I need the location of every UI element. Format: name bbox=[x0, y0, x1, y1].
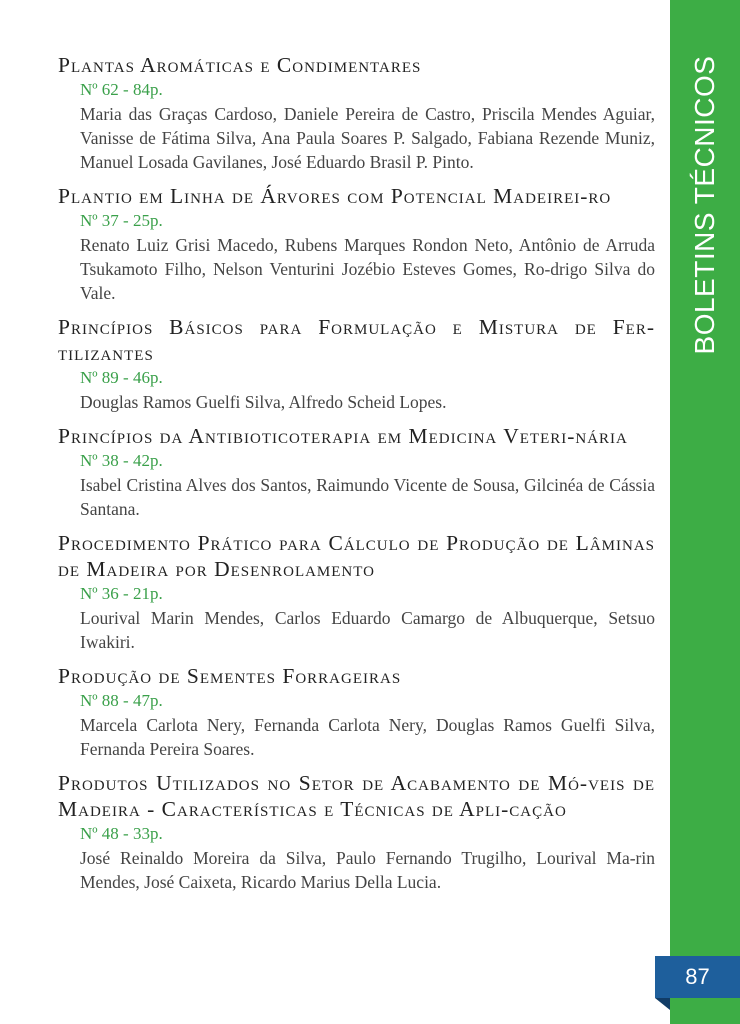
entry-authors: Isabel Cristina Alves dos Santos, Raimundo Vicente de Sousa, Gilcinéa de Cássia Santana. bbox=[80, 475, 655, 519]
entry-authors: Renato Luiz Grisi Macedo, Rubens Marques Rondon Neto, Antônio de Arruda Tsukamoto Filho, Nelson Venturini Jozébio Esteves Gomes, Ro-drigo Silva do Vale. bbox=[80, 235, 655, 303]
entry-number-pages: Nº 37 - 25p. bbox=[80, 211, 163, 230]
entry-number-pages: Nº 48 - 33p. bbox=[80, 824, 163, 843]
entry-authors: Maria das Graças Cardoso, Daniele Pereira de Castro, Priscila Mendes Aguiar, Vanisse de Fátima Silva, Ana Paula Soares P. Salgado, Fabiana Rezende Muniz, Manuel Losada Gavilanes, José Eduardo Brasil P. Pinto. bbox=[80, 104, 655, 172]
catalog-entry bbox=[58, 770, 655, 894]
entry-authors: Marcela Carlota Nery, Fernanda Carlota Nery, Douglas Ramos Guelfi Silva, Fernanda Pereira Soares. bbox=[80, 715, 655, 759]
catalog-entry bbox=[58, 52, 655, 174]
entry-title: Procedimento Prático para Cálculo de Produção de Lâminas de Madeira por Desenrolamento bbox=[58, 531, 655, 581]
entry-number-pages: Nº 38 - 42p. bbox=[80, 451, 163, 470]
entry-title: Produtos Utilizados no Setor de Acabamento de Mó-veis de Madeira - Características e Técnicas de Apli-cação bbox=[58, 771, 655, 821]
page-number: 87 bbox=[655, 956, 740, 998]
catalog-entry bbox=[58, 423, 655, 521]
catalog-entry bbox=[58, 663, 655, 761]
entry-title: Princípios Básicos para Formulação e Mistura de Fer-tilizantes bbox=[58, 315, 655, 365]
section-label: BOLETINS TÉCNICOS bbox=[689, 55, 720, 355]
entry-authors: Lourival Marin Mendes, Carlos Eduardo Camargo de Albuquerque, Setsuo Iwakiri. bbox=[80, 608, 655, 652]
entry-title: Princípios da Antibioticoterapia em Medicina Veteri-nária bbox=[58, 424, 628, 448]
catalog-entry bbox=[58, 314, 655, 414]
entry-number-pages: Nº 88 - 47p. bbox=[80, 691, 163, 710]
catalog-entry bbox=[58, 183, 655, 305]
entry-authors: José Reinaldo Moreira da Silva, Paulo Fernando Trugilho, Lourival Ma-rin Mendes, José Caixeta, Ricardo Marius Della Lucia. bbox=[80, 848, 655, 892]
entry-title: Produção de Sementes Forrageiras bbox=[58, 664, 402, 688]
catalog-entries bbox=[58, 52, 655, 903]
catalog-entry bbox=[58, 530, 655, 654]
entry-title: Plantas Aromáticas e Condimentares bbox=[58, 53, 422, 77]
page-tab-fold bbox=[655, 998, 670, 1010]
entry-number-pages: Nº 62 - 84p. bbox=[80, 80, 163, 99]
entry-title: Plantio em Linha de Árvores com Potencial Madeirei-ro bbox=[58, 184, 612, 208]
section-label-area bbox=[670, 0, 740, 380]
entry-number-pages: Nº 36 - 21p. bbox=[80, 584, 163, 603]
entry-number-pages: Nº 89 - 46p. bbox=[80, 368, 163, 387]
entry-authors: Douglas Ramos Guelfi Silva, Alfredo Scheid Lopes. bbox=[80, 392, 447, 412]
